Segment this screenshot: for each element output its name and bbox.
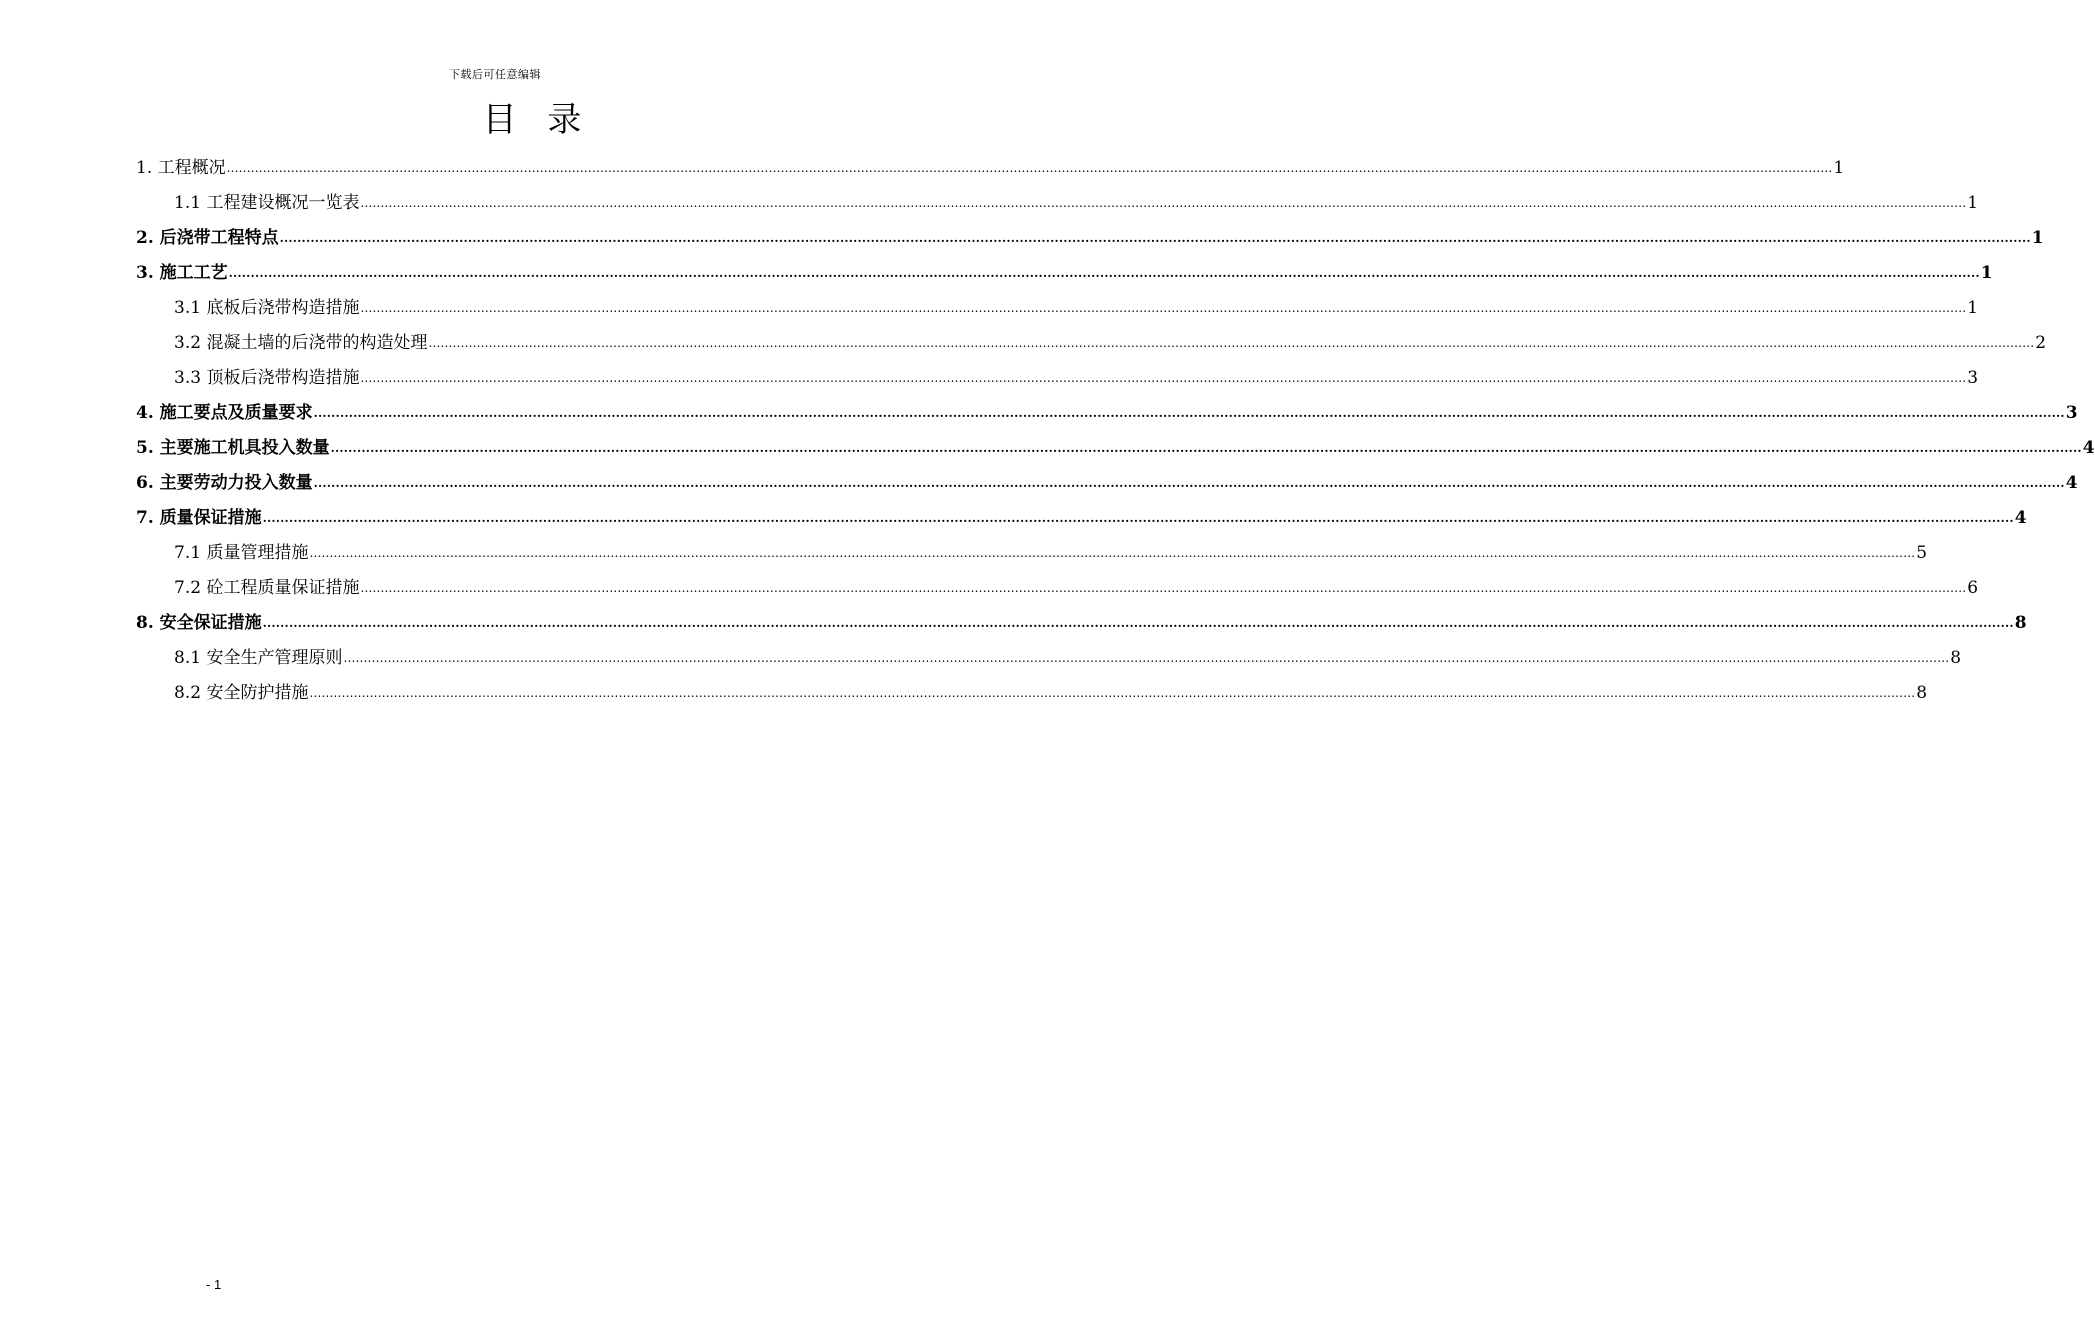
toc-entry[interactable] <box>136 288 1979 323</box>
toc-leader-dots: ................................................................................................................................................................................................................................................................................................................................................................................................................ <box>313 476 2065 490</box>
toc-entry-page: 1 <box>2031 228 2044 248</box>
header-note: 下载后可任意编辑 <box>449 68 541 81</box>
toc-entry-page: 5 <box>1916 543 1928 563</box>
toc-entry-label: 3. 施工工艺 <box>136 263 228 283</box>
toc-leader-dots: ................................................................................................................................................................................................................................................................................................................................................................................................................ <box>360 581 1967 595</box>
toc-leader-dots: ................................................................................................................................................................................................................................................................................................................................................................................................................ <box>279 231 2031 245</box>
toc-leader-dots: ................................................................................................................................................................................................................................................................................................................................................................................................................ <box>360 301 1967 315</box>
toc-entry-label: 5. 主要施工机具投入数量 <box>136 438 330 458</box>
toc-entry-label: 1.1 工程建设概况一览表 <box>174 193 360 213</box>
toc-leader-dots: ................................................................................................................................................................................................................................................................................................................................................................................................................ <box>330 441 2082 455</box>
toc-title: 目 录 <box>482 100 592 140</box>
toc-leader-dots: ................................................................................................................................................................................................................................................................................................................................................................................................................ <box>360 196 1967 210</box>
toc-entry-page: 8 <box>1950 648 1962 668</box>
toc-entry-page: 3 <box>1967 368 1979 388</box>
toc-entry-label: 7.2 砼工程质量保证措施 <box>174 578 360 598</box>
toc-entry-page: 6 <box>1967 578 1979 598</box>
toc-entry-label: 7.1 质量管理措施 <box>174 543 309 563</box>
table-of-contents <box>136 148 2095 708</box>
toc-leader-dots: ................................................................................................................................................................................................................................................................................................................................................................................................................ <box>226 161 1833 175</box>
toc-entry-page: 2 <box>2035 333 2047 353</box>
toc-entry[interactable] <box>136 603 2027 638</box>
toc-leader-dots: ................................................................................................................................................................................................................................................................................................................................................................................................................ <box>309 686 1916 700</box>
toc-entry[interactable] <box>136 148 1845 183</box>
toc-entry-label: 6. 主要劳动力投入数量 <box>136 473 313 493</box>
toc-entry-label: 3.2 混凝土墙的后浇带的构造处理 <box>174 333 428 353</box>
toc-entry-label: 2. 后浇带工程特点 <box>136 228 279 248</box>
toc-leader-dots: ................................................................................................................................................................................................................................................................................................................................................................................................................ <box>428 336 2035 350</box>
toc-entry-label: 3.3 顶板后浇带构造措施 <box>174 368 360 388</box>
page-number: - 1 <box>206 1277 222 1292</box>
toc-entry[interactable] <box>136 533 1928 568</box>
toc-leader-dots: ................................................................................................................................................................................................................................................................................................................................................................................................................ <box>313 406 2065 420</box>
toc-entry[interactable] <box>136 568 1979 603</box>
toc-entry[interactable] <box>136 183 1979 218</box>
toc-entry[interactable] <box>136 218 2044 253</box>
toc-entry[interactable] <box>136 463 2078 498</box>
toc-leader-dots: ................................................................................................................................................................................................................................................................................................................................................................................................................ <box>262 511 2014 525</box>
toc-entry-page: 1 <box>1967 193 1979 213</box>
toc-entry-page: 4 <box>2082 438 2095 458</box>
toc-entry[interactable] <box>136 323 2047 358</box>
toc-entry[interactable] <box>136 673 1928 708</box>
toc-entry-label: 4. 施工要点及质量要求 <box>136 403 313 423</box>
toc-entry-page: 8 <box>1916 683 1928 703</box>
toc-entry[interactable] <box>136 638 1962 673</box>
toc-entry-label: 8. 安全保证措施 <box>136 613 262 633</box>
toc-leader-dots: ................................................................................................................................................................................................................................................................................................................................................................................................................ <box>343 651 1950 665</box>
toc-leader-dots: ................................................................................................................................................................................................................................................................................................................................................................................................................ <box>262 616 2014 630</box>
toc-leader-dots: ................................................................................................................................................................................................................................................................................................................................................................................................................ <box>360 371 1967 385</box>
toc-leader-dots: ................................................................................................................................................................................................................................................................................................................................................................................................................ <box>309 546 1916 560</box>
toc-entry[interactable] <box>136 253 1993 288</box>
toc-entry-page: 4 <box>2014 508 2027 528</box>
toc-entry[interactable] <box>136 358 1979 393</box>
toc-entry[interactable] <box>136 428 2095 463</box>
toc-entry-label: 8.2 安全防护措施 <box>174 683 309 703</box>
toc-entry-label: 8.1 安全生产管理原则 <box>174 648 343 668</box>
toc-entry-page: 1 <box>1833 158 1845 178</box>
toc-leader-dots: ................................................................................................................................................................................................................................................................................................................................................................................................................ <box>228 266 1980 280</box>
toc-entry[interactable] <box>136 393 2078 428</box>
toc-entry-page: 8 <box>2014 613 2027 633</box>
toc-entry-page: 3 <box>2065 403 2078 423</box>
toc-entry-page: 4 <box>2065 473 2078 493</box>
toc-entry-page: 1 <box>1967 298 1979 318</box>
toc-entry-label: 7. 质量保证措施 <box>136 508 262 528</box>
toc-entry-label: 3.1 底板后浇带构造措施 <box>174 298 360 318</box>
toc-entry[interactable] <box>136 498 2027 533</box>
toc-entry-label: 1. 工程概况 <box>136 158 226 178</box>
toc-entry-page: 1 <box>1980 263 1993 283</box>
